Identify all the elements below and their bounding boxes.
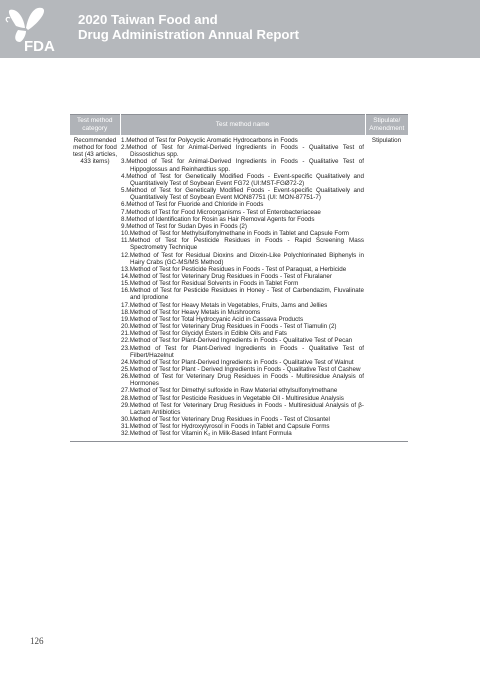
report-header xyxy=(0,0,480,58)
header-stipulate: Stipulate/ Amendment xyxy=(365,115,408,136)
method-item: 22.Method of Test for Plant-Derived Ingredients in Foods - Qualitative Test of Pecan xyxy=(121,337,353,345)
category-cell: Recommended method for food test (43 articles, 433 items) xyxy=(72,137,118,166)
method-item: 10.Method of Test for Methylsulfonylmethane in Foods in Tablet and Capsule Form xyxy=(121,230,350,238)
method-item: 13.Method of Test for Pesticide Residues in Foods - Test of Paraquat, a Herbicide xyxy=(121,265,347,273)
report-title-line1: 2020 Taiwan Food and xyxy=(78,12,218,27)
stipulation-cell: Stipulation xyxy=(371,137,402,144)
method-item: 31.Method of Test for Hydroxytyrosol in Foods in Tablet and Capsule Forms xyxy=(121,423,330,431)
method-item: 32.Method of Test for Vitamin K₂ in Milk-Based Infant Formula xyxy=(121,430,292,438)
method-item: 1.Method of Test for Polycyclic Aromatic Hydrocarbons in Foods xyxy=(121,137,298,144)
method-item: 14.Method of Test for Veterinary Drug Residues in Foods - Test of Fluralaner xyxy=(121,272,332,280)
method-item: 7.Methods of Test for Food Microorganisms - Test of Enterobacteriaceae xyxy=(121,208,321,216)
method-item: 5.Method of Test for Genetically Modified Foods - Event-specific Qualitatively and Quantitatively Test of Soybean Event MON87751 (UI: MON-87751-7) xyxy=(121,187,364,202)
header-category: Test method category xyxy=(70,115,120,136)
method-item: 25.Method of Test for Plant - Derived Ingredients in Foods - Qualitative Test of Cashew xyxy=(121,366,361,373)
fda-logo-icon xyxy=(4,4,76,54)
method-item: 21.Method of Test for Glycidyl Esters in Edible Oils and Fats xyxy=(121,330,287,338)
header-method-name: Test method name xyxy=(120,115,365,136)
method-item: 26.Method of Test for Veterinary Drug Residues in Foods - Multiresidue Analysis of Hormones xyxy=(121,373,364,388)
svg-text:FDA: FDA xyxy=(24,38,55,54)
methods-cell xyxy=(120,135,365,441)
method-item: 18.Method of Test for Heavy Metals in Mushrooms xyxy=(121,308,261,316)
method-item: 2.Method of Test for Animal-Derived Ingredients in Foods - Qualitative Test of Dissostichus spp. xyxy=(121,144,364,159)
report-title-line2: Drug Administration Annual Report xyxy=(78,27,300,42)
method-item: 29.Method of Test for Veterinary Drug Residues in Foods - Multiresidual Analysis of β-Lactam Antibiotics xyxy=(121,401,364,416)
method-item: 17.Method of Test for Heavy Metals in Vegetables, Fruits, Jams and Jellies xyxy=(121,301,328,309)
method-item: 11.Method of Test for Pesticide Residues in Foods - Rapid Screening Mass Spectrometry Technique xyxy=(121,237,364,252)
method-item: 4.Method of Test for Genetically Modified Foods - Event-specific Qualitatively and Quantitatively Test of Soybean Event FG72 (UI:MST-FGØ72-2) xyxy=(121,172,364,187)
table-row xyxy=(70,135,408,441)
table-header-row xyxy=(70,115,408,136)
method-item: 28.Method of Test for Pesticide Residues in Vegetable Oil - Multiresidue Analysis xyxy=(121,394,344,402)
method-item: 9.Method of Test for Sudan Dyes in Foods (2) xyxy=(121,222,247,230)
method-item: 15.Method of Test for Residual Solvents in Foods in Tablet Form xyxy=(121,280,299,288)
page-number: 126 xyxy=(30,636,44,646)
method-item: 8.Method of Identification for Rosin as Hair Removal Agents for Foods xyxy=(121,215,315,223)
report-title xyxy=(78,12,299,42)
method-item: 30.Method of Test for Veterinary Drug Residues in Foods - Test of Closantel xyxy=(121,416,330,424)
method-list xyxy=(121,137,364,438)
method-item: 16.Method of Test for Pesticide Residues in Honey - Test of Carbendazim, Fluvalinate and Iprodione xyxy=(121,287,364,302)
method-item: 3.Method of Test for Animal-Derived Ingredients in Foods - Qualitative Test of Hippoglossus and Reinhardtius spp. xyxy=(121,158,364,173)
method-item: 23.Method of Test for Plant-Derived Ingredients in Foods - Qualitative Test of Filbert/Hazelnut xyxy=(121,344,364,359)
method-item: 24.Method of Test for Plant-Derived Ingredients in Foods - Qualitative Test of Walnut xyxy=(121,358,354,366)
method-item: 12.Method of Test for Residual Dioxins and Dioxin-Like Polychlorinated Biphenyls in Hairy Crabs (GC-MS/MS Method) xyxy=(121,251,364,266)
method-item: 27.Method of Test for Dimethyl sulfoxide in Raw Material ethylsulfonylmethane xyxy=(121,387,338,395)
method-item: 20.Method of Test for Veterinary Drug Residues in Foods - Test of Tiamulin (2) xyxy=(121,323,337,331)
test-methods-table xyxy=(70,114,408,442)
method-item: 6.Method of Test for Fluoride and Chloride in Foods xyxy=(121,201,264,209)
method-item: 19.Method of Test for Total Hydrocyanic Acid in Cassava Products xyxy=(121,315,304,323)
